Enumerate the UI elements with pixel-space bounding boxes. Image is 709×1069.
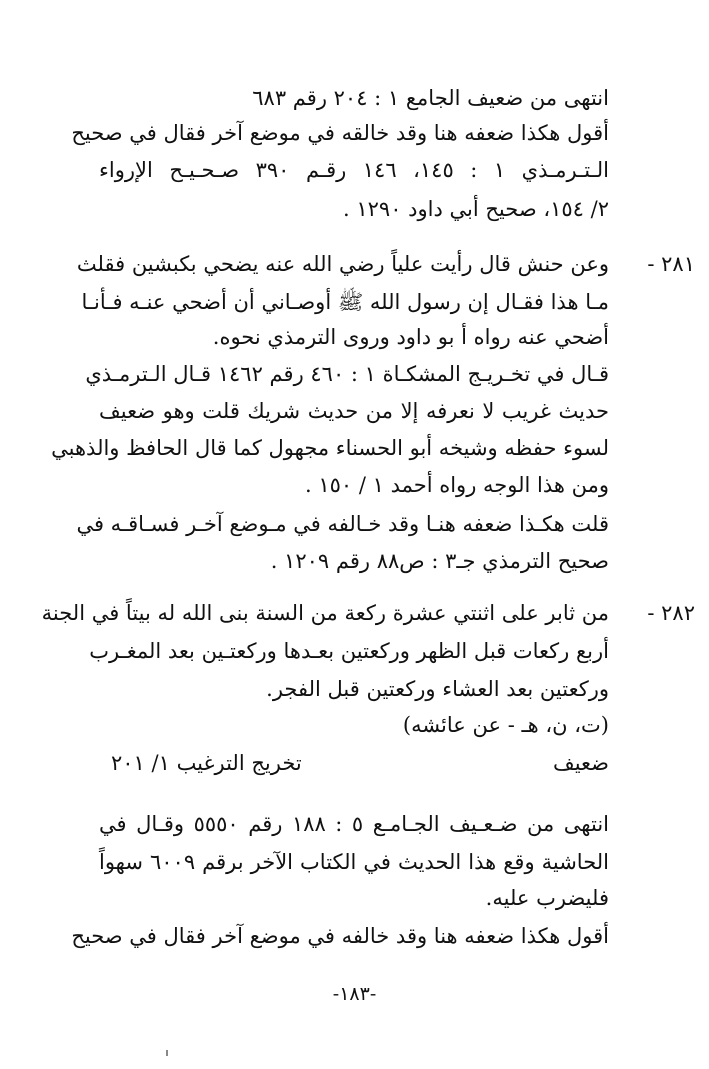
hadith-282-line-1: من ثابر على اثنتي عشرة ركعة من السنة بنى الله له بيتاً في الجنة [41,601,609,625]
page-number: -١٨٣- [332,983,377,1005]
header-line-4: ٢/ ١٥٤، صحيح أبي داود ١٢٩٠ . [343,197,609,221]
hadith-281-line-2: مـا هذا فقـال إن رسول الله ﷺ أوصـاني أن أضحي عنـه فـأنـا [81,290,609,314]
hadith-number: ٢٨١ - [647,252,695,276]
hadith-282-line-2: أربع ركعات قبل الظهر وركعتين بعـدها وركعتـين بعد المغـرب [89,639,609,663]
scan-speck [166,1050,168,1056]
hadith-282-source: (ت، ن، هـ - عن عائشه) [402,713,609,737]
grade-reference: تخريج الترغيب ١/ ٢٠١ [111,751,302,775]
header-line-2: أقول هكذا ضعفه هنا وقد خالقه في موضع آخر فقال في صحيح [71,121,609,145]
hadith-number: ٢٨٢ - [647,601,695,625]
hadith-282-line-3: وركعتين بعد العشاء وركعتين قبل الفجر. [266,677,609,701]
hadith-281-line-4: قـال في تخـريـج المشكـاة ١ : ٤٦٠ رقم ١٤٦٢ قـال الـترمـذي [85,362,609,386]
hadith-281-line-8: قلت هكـذا ضعفه هنـا وقد خـالفه في مـوضع آخـر فسـاقـه في [76,512,609,536]
footer-line-1: انتهى من ضـعـيف الجـامـع ٥ : ١٨٨ رقم ٥٥٥٠ وقـال في [99,812,609,836]
grade-row [99,747,609,781]
hadith-281-line-6: لسوء حفظه وشيخه أبو الحسناء مجهول كما قال الحافظ والذهبي [51,436,609,460]
footer-line-3: فليضرب عليه. [485,886,609,910]
header-line-3: الـتـرمـذي ١ : ١٤٥، ١٤٦ رقـم ٣٩٠ صـحـيـح الإرواء [99,158,609,182]
hadith-281-line-3: أضحي عنه رواه أ بو داود وروى الترمذي نحوه. [212,325,609,349]
footer-line-2: الحاشية وقع هذا الحديث في الكتاب الآخر برقم ٦٠٠٩ سهواً [99,850,609,874]
header-line-1: انتهى من ضعيف الجامع ١ : ٢٠٤ رقم ٦٨٣ [252,86,609,110]
grade-label: ضعيف [552,751,609,775]
hadith-281-line-1: وعن حنش قال رأيت علياً رضي الله عنه يضحي بكبشين فقلث [76,252,609,276]
hadith-281-line-5: حديث غريب لا نعرفه إلا من حديث شريك قلت وهو ضعيف [99,399,610,423]
hadith-281-line-7: ومن هذا الوجه رواه أحمد ١ / ١٥٠ . [304,473,609,497]
hadith-281-line-9: صحيح الترمذي جـ٣ : ص٨٨ رقم ١٢٠٩ . [270,549,609,573]
footer-line-4: أقول هكذا ضعفه هنا وقد خالفه في موضع آخر فقال في صحيح [71,924,609,948]
